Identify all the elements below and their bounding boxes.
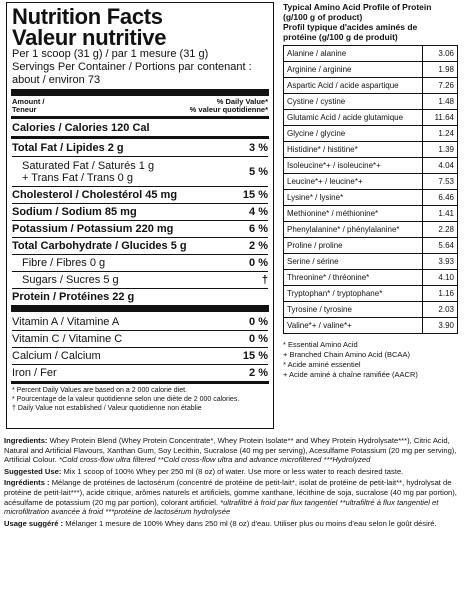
row-sodium	[12, 203, 268, 220]
row-calcium	[12, 347, 268, 364]
table-row	[284, 174, 458, 190]
amino-name: Leucine*+ / leucine*+	[284, 174, 423, 190]
row-value: 4 %	[249, 206, 268, 218]
footnote: † Daily Value not established / Valeur quotidienne non établie	[12, 405, 202, 412]
amino-name: Histidine* / histitine*	[284, 142, 423, 158]
nutrition-facts-panel	[6, 2, 274, 429]
row-label-2: + Trans Fat / Trans 0 g	[22, 171, 133, 184]
table-row	[284, 62, 458, 78]
amino-value: 1.24	[423, 126, 458, 142]
ingredients-label-fr: Ingrédients :	[4, 478, 50, 488]
ingredients-fr	[4, 478, 460, 516]
table-row	[284, 222, 458, 238]
amino-heading-fr: Profil typique d'acides aminés de	[283, 22, 418, 32]
serving-size: Per 1 scoop (31 g) / par 1 mesure (31 g)	[12, 48, 209, 60]
row-label: Sodium / Sodium 85 mg	[12, 206, 137, 218]
amino-value: 1.39	[423, 142, 458, 158]
ingredients-en	[4, 436, 460, 465]
amino-value: 7.53	[423, 174, 458, 190]
servings-count: about / environ 73	[12, 74, 101, 86]
column-header	[12, 97, 268, 116]
table-row	[284, 126, 458, 142]
amino-value: 11.64	[423, 110, 458, 126]
row-value: †	[261, 274, 268, 286]
ingredients-notes-fr: *ultrafiltré à froid par flux tangentiel **ultrafiltré à flux tangentiel et microfiltration avancée à froid ***protéine de lactosérum hydrolysée	[4, 497, 439, 517]
row-value: 6 %	[249, 223, 268, 235]
amino-name: Methionine* / méthionine*	[284, 206, 423, 222]
table-row	[284, 206, 458, 222]
row-protein	[12, 288, 268, 305]
row-value: 0 %	[249, 315, 268, 328]
table-row	[284, 318, 458, 334]
suggested-use-text: Mix 1 scoop of 100% Whey per 250 ml (8 oz) of water. Use more or less water to reach desired taste.	[63, 466, 404, 476]
amino-name: Serine / sérine	[284, 254, 423, 270]
row-calories	[12, 119, 268, 136]
legend-note: + Branched Chain Amino Acid (BCAA)	[283, 350, 410, 359]
amino-acid-profile	[283, 2, 458, 380]
suggested-use-en	[4, 467, 460, 477]
amino-value: 2.03	[423, 302, 458, 318]
table-row	[284, 190, 458, 206]
amino-name: Proline / proline	[284, 238, 423, 254]
panel-footnotes	[11, 381, 269, 413]
amino-value: 1.16	[423, 286, 458, 302]
row-saturated-trans-fat	[12, 156, 268, 186]
legend-note: * Acide aminé essentiel	[283, 360, 361, 369]
table-row	[284, 142, 458, 158]
divider-thick	[11, 89, 269, 96]
amino-name: Glutamic Acid / acide glutamique	[284, 110, 423, 126]
amino-name: Arginine / arginine	[284, 62, 423, 78]
amino-heading-fr: protéine (g/100 g de produit)	[283, 32, 398, 42]
footnote: * Pourcentage de la valeur quotidienne selon une diète de 2 000 calories.	[12, 396, 240, 403]
row-label: Vitamin A / Vitamine A	[12, 315, 120, 328]
row-label: Protein / Protéines 22 g	[12, 291, 135, 303]
row-label: Iron / Fer	[12, 367, 57, 379]
amino-value: 3.90	[423, 318, 458, 334]
amino-value: 3.06	[423, 46, 458, 62]
row-label: Calories / Calories 120 Cal	[12, 121, 150, 134]
suggested-use-label-fr: Usage suggéré :	[4, 518, 64, 528]
panel-title-fr: Valeur nutritive	[12, 25, 167, 50]
amino-name: Glycine / glycine	[284, 126, 423, 142]
amino-value: 2.28	[423, 222, 458, 238]
row-value: 3 %	[249, 141, 268, 154]
ingredients-text-fr: Mélange de protéines de lactosérum (concentré de protéine de petit-lait*, isolat de protéine de petit-lait**, hydrolysat de protéine de petit-lait***), acide citrique, arômes naturels et artificiels, gomme xanthane, lécithine de soja, sucralose (40 mg par portion), acésulfame de potassium (20 mg par portion), colorant artificiel.	[4, 478, 457, 507]
amino-name: Lysine* / lysine*	[284, 190, 423, 206]
amino-value: 6.46	[423, 190, 458, 206]
row-value: 15 %	[242, 350, 268, 362]
amino-value: 4.04	[423, 158, 458, 174]
row-label: Sugars / Sucres 5 g	[22, 274, 119, 286]
amino-table	[283, 45, 458, 334]
row-label: Vitamin C / Vitamine C	[12, 333, 123, 345]
table-row	[284, 110, 458, 126]
amino-value: 5.64	[423, 238, 458, 254]
amino-name: Threonine* / thréonine*	[284, 270, 423, 286]
servings-per-container: Servings Per Container / Portions par contenant :	[12, 61, 252, 73]
row-carbohydrate	[12, 237, 268, 254]
amino-name: Tyrosine / tyrosine	[284, 302, 423, 318]
row-sugars	[12, 271, 268, 288]
table-row	[284, 286, 458, 302]
legend-note: + Acide aminé à chaîne ramifiée (AACR)	[283, 370, 418, 379]
amino-value: 1.41	[423, 206, 458, 222]
amino-name: Alanine / alanine	[284, 46, 423, 62]
row-label: Total Fat / Lipides 2 g	[12, 141, 124, 154]
row-fibre	[12, 254, 268, 271]
row-label: Cholesterol / Cholestérol 45 mg	[12, 189, 178, 201]
amino-name: Valine*+ / valine*+	[284, 318, 423, 334]
amino-name: Aspartic Acid / acide aspartique	[284, 78, 423, 94]
panel-title-en: Nutrition Facts	[12, 4, 163, 29]
amino-heading: Typical Amino Acid Profile of Protein	[283, 2, 432, 12]
amino-value: 3.93	[423, 254, 458, 270]
row-vitamin-c	[12, 330, 268, 347]
amino-heading: (g/100 g of product)	[283, 12, 363, 22]
row-label: Calcium / Calcium	[12, 350, 101, 362]
amino-value: 1.48	[423, 94, 458, 110]
ingredients-text: Whey Protein Blend (Whey Protein Concentrate*, Whey Protein Isolate** and Whey Protein Hydrolysate***), Citric Acid, Natural and Artificial Flavours, Xanthan Gum, Soy Lecithin, Sucralose (40 mg per serving), Acesulfame Potassium (20 mg per serving), Artificial Colour.	[4, 436, 457, 465]
ingredients-section	[4, 436, 460, 530]
row-iron	[12, 364, 268, 381]
suggested-use-fr	[4, 519, 460, 529]
daily-value-label-fr: % valeur quotidienne*	[189, 105, 268, 114]
row-total-fat	[12, 139, 268, 156]
amino-name: Phenylalanine* / phénylalanine*	[284, 222, 423, 238]
daily-value-label: % Daily Value*	[216, 97, 268, 106]
row-value: 15 %	[242, 189, 268, 201]
divider-thick	[11, 305, 269, 312]
row-label: Fibre / Fibres 0 g	[22, 257, 106, 269]
row-value: 0 %	[249, 333, 268, 345]
table-row	[284, 254, 458, 270]
footnote: * Percent Daily Values are based on a 2 000 calorie diet.	[12, 387, 187, 394]
row-cholesterol	[12, 186, 268, 203]
row-potassium	[12, 220, 268, 237]
suggested-use-text-fr: Mélanger 1 mesure de 100% Whey dans 250 ml (8 oz) d'eau. Utiliser plus ou moins d'eau selon le goût désiré.	[65, 518, 437, 528]
row-value: 2 %	[249, 367, 268, 379]
amino-value: 1.98	[423, 62, 458, 78]
row-label: Total Carbohydrate / Glucides 5 g	[12, 240, 187, 252]
row-label: Saturated Fat / Saturés 1 g	[22, 159, 155, 172]
amount-label-fr: Teneur	[12, 105, 37, 114]
row-label: Potassium / Potassium 220 mg	[12, 223, 174, 235]
row-value: 0 %	[249, 257, 268, 269]
table-row	[284, 158, 458, 174]
row-vitamin-a	[12, 313, 268, 330]
table-row	[284, 46, 458, 62]
amino-value: 4.10	[423, 270, 458, 286]
suggested-use-label: Suggested Use:	[4, 466, 62, 476]
table-row	[284, 270, 458, 286]
amino-name: Cystine / cystine	[284, 94, 423, 110]
row-value: 5 %	[249, 165, 268, 178]
amino-name: Isoleucine*+ / isoleucine*+	[284, 158, 423, 174]
table-row	[284, 78, 458, 94]
amino-value: 7.26	[423, 78, 458, 94]
amino-legend	[283, 340, 458, 380]
amount-label: Amount /	[12, 97, 45, 106]
legend-note: * Essential Amino Acid	[283, 340, 358, 349]
ingredients-notes: *Cold cross-flow ultra filtered **Cold cross-flow ultra and advance microfiltered ***Hydrolyzed	[58, 455, 371, 465]
row-value: 2 %	[249, 240, 268, 252]
table-row	[284, 238, 458, 254]
amino-name: Tryptophan* / tryptophane*	[284, 286, 423, 302]
ingredients-label: Ingredients:	[4, 436, 48, 445]
table-row	[284, 94, 458, 110]
table-row	[284, 302, 458, 318]
